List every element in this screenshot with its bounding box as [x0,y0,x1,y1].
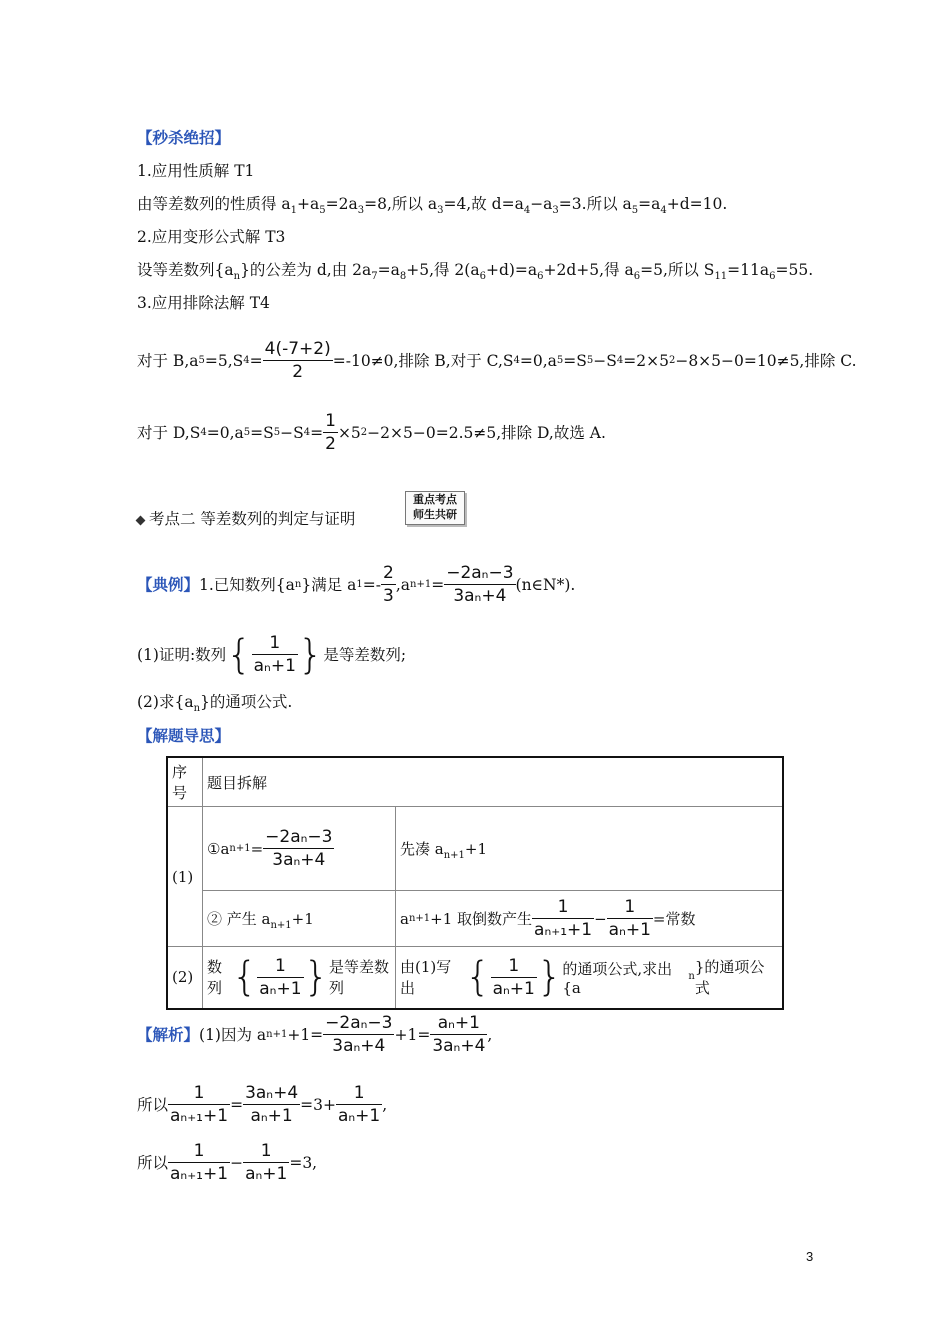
para-6: 对于 B,a 5 =5,S 4 = $\frac{4(-7+2)}{2}$ =-10≠0,排除 B,对于 C,S 4 =0,a 5 =S 5 −S 4 =2×5 2 −8×5−0=10≠5,排除 C. [137,339,857,382]
cell-r1b-c1: ② 产生 $a_{n+1}+1$ [203,891,396,947]
para-2: 由等差数列的性质得 $a_1+a_5=2a_3=8$,所以 $a_3=4$,故 $d=a_4-a_3=3$.所以 $a_5=a_4+d=10$. [137,195,728,217]
header-cell-index: 序号 [167,757,203,807]
fraction-s4b: $\frac{\text{3aₙ+4}}{\text{aₙ+1}}$ [245,1083,299,1126]
cell-r1a-c1: ①a n+1 = $\frac{\text{−2aₙ−3}}{\text{3aₙ+4}}$ [203,807,396,891]
guide-heading: 【解题导思】 [137,726,231,745]
stamp-badge [405,491,465,525]
fraction-recurrence: $\frac{\text{−2aₙ−3}}{\text{3aₙ+4}}$ [446,563,514,606]
question-1: (1)证明:数列 { $\frac{1}{\text{aₙ+1}}$ } 是等差数列; [137,631,407,678]
solution-line-3: 所以 $\frac{1}{\text{aₙ₊₁+1}}$ − $\frac{1}{\text{aₙ+1}}$ =3, [137,1141,318,1184]
fraction-t3: $\frac{1}{\text{aₙ+1}}$ [608,897,651,940]
cell-r2-c2: 由(1)写出 { $\frac{1}{\text{aₙ+1}}$ } 的通项公式,求出{a n }的通项公式 [396,947,784,1009]
para-7: 对于 D,S 4 =0,a 5 =S 5 −S 4 = $\frac{1}{2}$ ×5 2 −2×5−0=2.5≠5,排除 D,故选 A. [137,411,606,454]
example-line: 【典例】 1.已知数列{a n }满足 a 1 =- $\frac{2}{3}$ ,a n+1 = $\frac{\text{−2aₙ−3}}{\text{3aₙ+4}}$ (n∈N*). [137,563,576,606]
fraction-s7: $\frac{1}{\text{aₙ+1}}$ [245,1141,288,1184]
cell-r1b-c2: a n+1 +1 取倒数产生 $\frac{1}{\text{aₙ₊₁+1}}$ − $\frac{1}{\text{aₙ+1}}$ =常数 [396,891,784,947]
table-row [167,891,783,947]
para-4: 设等差数列$\{a_n\}$的公差为 d,由 $2a_7=a_8+5$,得 $2(a_6+d)=a_6+2d+5$,得 $a_6=5$,所以 $S_{11}=11a_6=55$. [137,261,814,283]
row-label-1: (1) [167,807,203,947]
guide-table [166,756,784,1010]
fraction-s4: $\frac{4(-7+2)}{2}$ [264,339,331,382]
fraction-half: $\frac{1}{2}$ [325,411,336,454]
row-label-2: (2) [167,947,203,1009]
table-row [167,807,783,891]
diamond-icon [136,515,146,525]
fraction-s6: $\frac{1}{\text{aₙ₊₁+1}}$ [170,1141,229,1184]
page-number: 3 [806,1249,814,1264]
fraction-q1: $\frac{1}{\text{aₙ+1}}$ [253,633,296,676]
fraction-a1: $\frac{2}{3}$ [383,563,394,606]
fraction-t1: $\frac{\text{−2aₙ−3}}{\text{3aₙ+4}}$ [265,827,333,870]
right-brace: } [303,954,329,1001]
cell-r1a-c2: 先凑 $a_{n+1}+1$ [396,807,784,891]
header-cell-breakdown: 题目拆解 [203,757,784,807]
right-brace: } [536,954,563,1001]
section-title: 考点二 等差数列的判定与证明 [137,509,355,529]
para-3: 2.应用变形公式解 T3 [137,228,286,246]
para-1: 1.应用性质解 T1 [137,162,255,180]
right-brace: } [297,631,324,678]
left-brace: { [226,631,252,678]
para-5: 3.应用排除法解 T4 [137,294,270,312]
solution-line-1: 【解析】 (1)因为 a n+1 +1= $\frac{\text{−2aₙ−3}}{\text{3aₙ+4}}$ +1= $\frac{\text{aₙ+1}}{\text{3aₙ+4}}$ , [137,1013,493,1056]
fraction-t4: $\frac{1}{\text{aₙ+1}}$ [259,955,302,999]
stamp-line-2: 师生共研 [413,508,457,521]
stamp-line-1: 重点考点 [413,493,457,506]
cell-r2-c1: 数列 { $\frac{1}{\text{aₙ+1}}$ } 是等差数列 [203,947,396,1009]
fraction-t2: $\frac{1}{\text{aₙ₊₁+1}}$ [534,897,593,940]
question-2: (2)求$\{a_n\}$的通项公式. [137,693,293,715]
fraction-s3: $\frac{1}{\text{aₙ₊₁+1}}$ [170,1083,229,1126]
left-brace: { [231,954,258,1001]
fraction-s5: $\frac{1}{\text{aₙ+1}}$ [337,1083,381,1126]
fraction-t5: $\frac{1}{\text{aₙ+1}}$ [492,955,535,999]
table-header-row [167,757,783,807]
table-row [167,947,783,1009]
left-brace: { [465,954,491,1001]
fraction-s1: $\frac{\text{−2aₙ−3}}{\text{3aₙ+4}}$ [325,1013,393,1056]
fraction-s2: $\frac{\text{aₙ+1}}{\text{3aₙ+4}}$ [432,1013,486,1056]
heading-miaosha: 【秒杀绝招】 [137,128,231,147]
solution-line-2: 所以 $\frac{1}{\text{aₙ₊₁+1}}$ = $\frac{\text{3aₙ+4}}{\text{aₙ+1}}$ =3+ $\frac{1}{\text{aₙ+1}}$ , [137,1083,388,1126]
